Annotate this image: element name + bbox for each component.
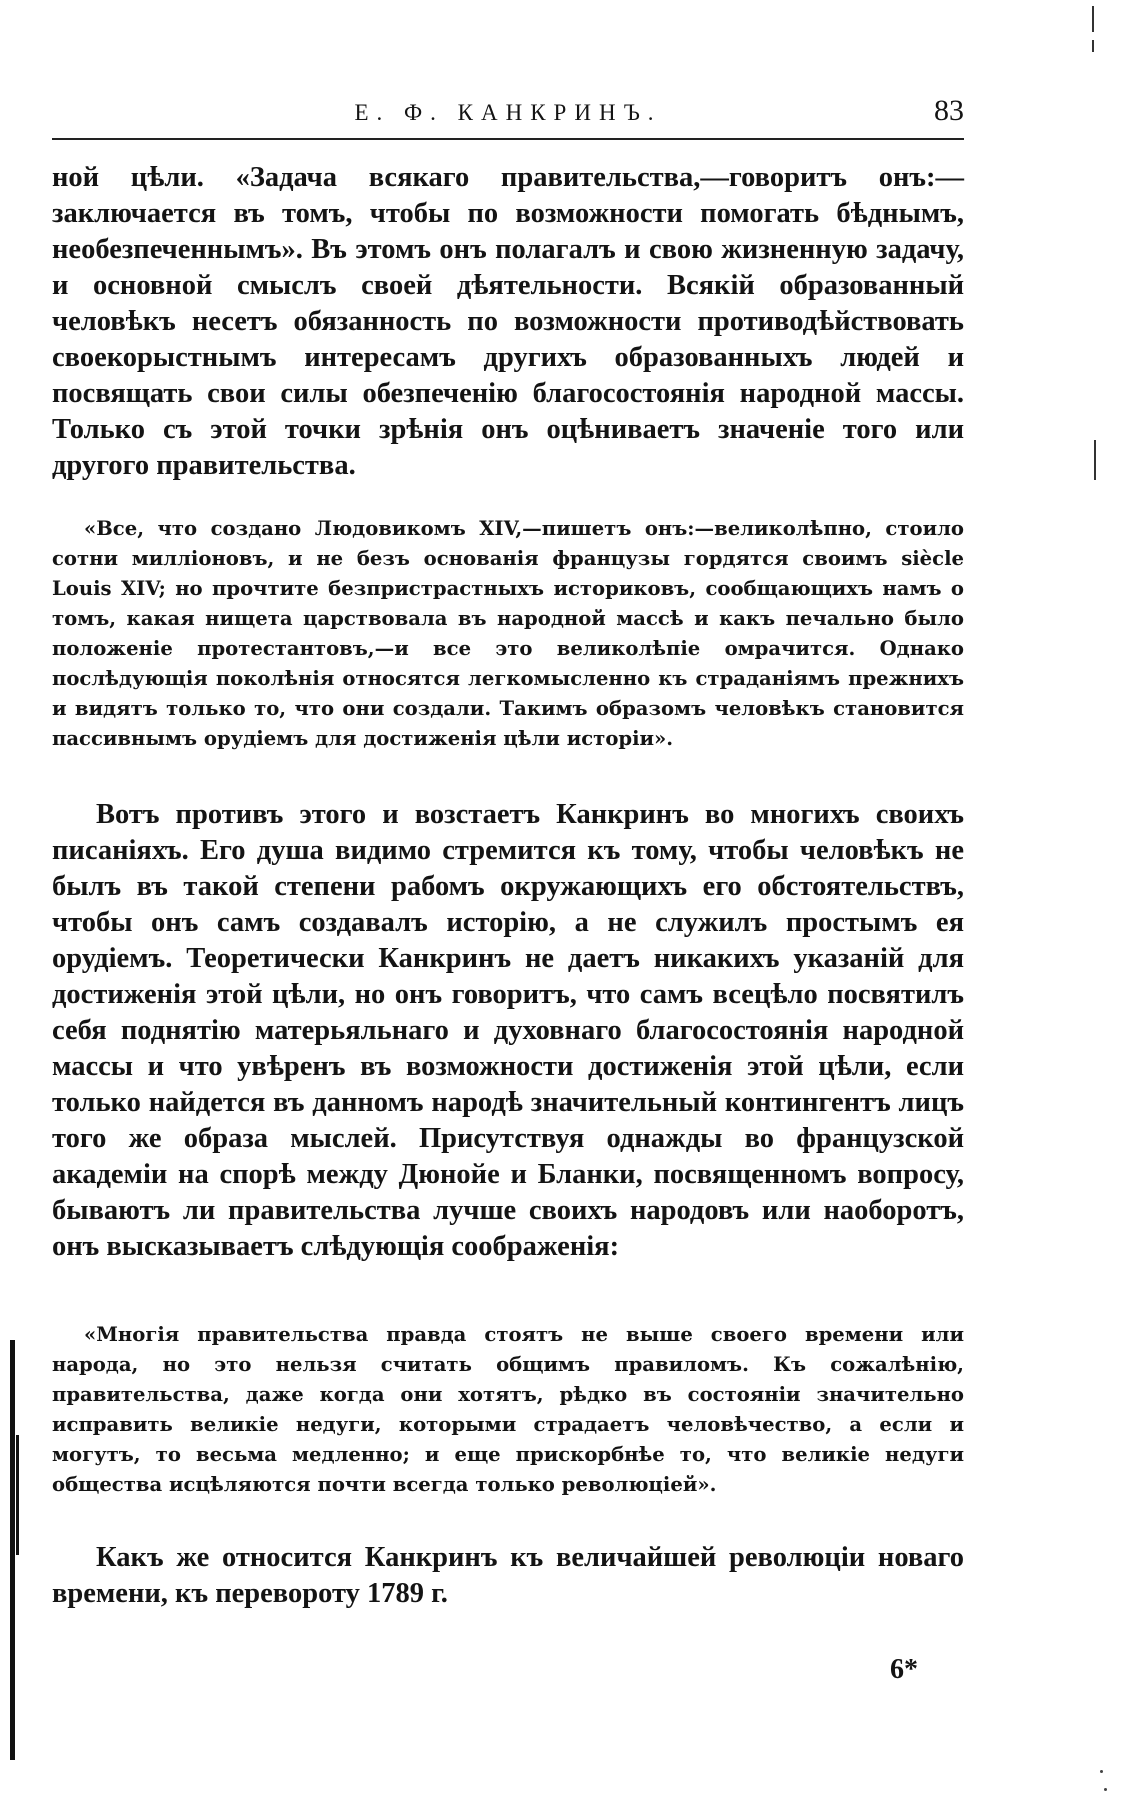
header-rule	[52, 138, 964, 140]
quote-2: «Многія правительства правда стоятъ не выше своего времени или народа, но это нельзя считать общимъ правиломъ. Къ сожалѣнію, правительства, даже когда они хотятъ, рѣдко въ состояніи значительно исправить великіе недуги, которыми страдаетъ человѣчество, а если и могутъ, то весьма медленно; и еще прискорбнѣе то, что великіе недуги общества исцѣляются почти всегда только революціей».	[52, 1323, 964, 1496]
page-number: 83	[934, 94, 964, 127]
scan-mark	[1092, 40, 1094, 52]
paragraph-1: ной цѣли. «Задача всякаго правительства,—говоритъ онъ:—заключается въ томъ, чтобы по возможности помогать бѣднымъ, необезпеченнымъ». Въ этомъ онъ полагалъ и свою жизненную задачу, и основной смыслъ своей дѣятельности. Всякій образованный человѣкъ несетъ обязанность по возможности противодѣйствовать своекорыстнымъ интересамъ другихъ образованныхъ людей и посвящать свои силы обезпеченію благосостоянія народной массы. Только съ этой точки зрѣнія онъ оцѣниваетъ значеніе того или другого правительства.	[52, 162, 964, 481]
quote-1: «Все, что создано Людовикомъ XIV,—пишетъ онъ:—великолѣпно, стоило сотни милліоновъ, и не безъ основанія французы гордятся своимъ siècle Louis XIV; но прочтите безпристрастныхъ историковъ, сообщающихъ намъ о томъ, какая нищета царствовала въ народной массѣ и какъ печально было положеніе протестантовъ,—и все это великолѣпіе омрачится. Однако послѣдующія поколѣнія относятся легкомысленно къ страданіямъ прежнихъ и видятъ только то, что они создали. Такимъ образомъ человѣкъ становится пассивнымъ орудіемъ для достиженія цѣли исторіи».	[52, 517, 964, 750]
page-header	[52, 96, 964, 136]
signature-mark: 6*	[890, 1654, 918, 1685]
binding-edge	[10, 1340, 15, 1760]
scan-mark	[1092, 6, 1094, 32]
paragraph-2: Вотъ противъ этого и возстаетъ Канкринъ во многихъ своихъ писаніяхъ. Его душа видимо стремится къ тому, чтобы человѣкъ не былъ въ такой степени рабомъ окружающихъ его обстоятельствъ, чтобы онъ самъ создавалъ исторію, а не служилъ простымъ ея орудіемъ. Теоретически Канкринъ не даетъ никакихъ указаній для достиженія этой цѣли, но онъ говоритъ, что самъ всецѣло посвятилъ себя поднятію матерьяльнаго и духовнаго благосостоянія народной массы и что увѣренъ въ возможности достиженія этой цѣли, если только найдется въ данномъ народѣ значительный контингентъ лицъ того же образа мыслей. Присутствуя однажды во французской академіи на спорѣ между Дюнойе и Бланки, посвященномъ вопросу, бываютъ ли правительства лучше своихъ народовъ или наоборотъ, онъ высказываетъ слѣдующія соображенія:	[52, 799, 964, 1262]
scan-mark	[1094, 440, 1096, 480]
running-head: Е. Ф. КАНКРИНЪ.	[354, 100, 662, 125]
scan-speck	[1100, 1770, 1103, 1773]
binding-edge-inner	[16, 1435, 19, 1555]
paragraph-3: Какъ же относится Канкринъ къ величайшей революціи новаго времени, къ перевороту 1789 г.	[52, 1542, 964, 1609]
scan-speck	[1104, 1788, 1107, 1791]
